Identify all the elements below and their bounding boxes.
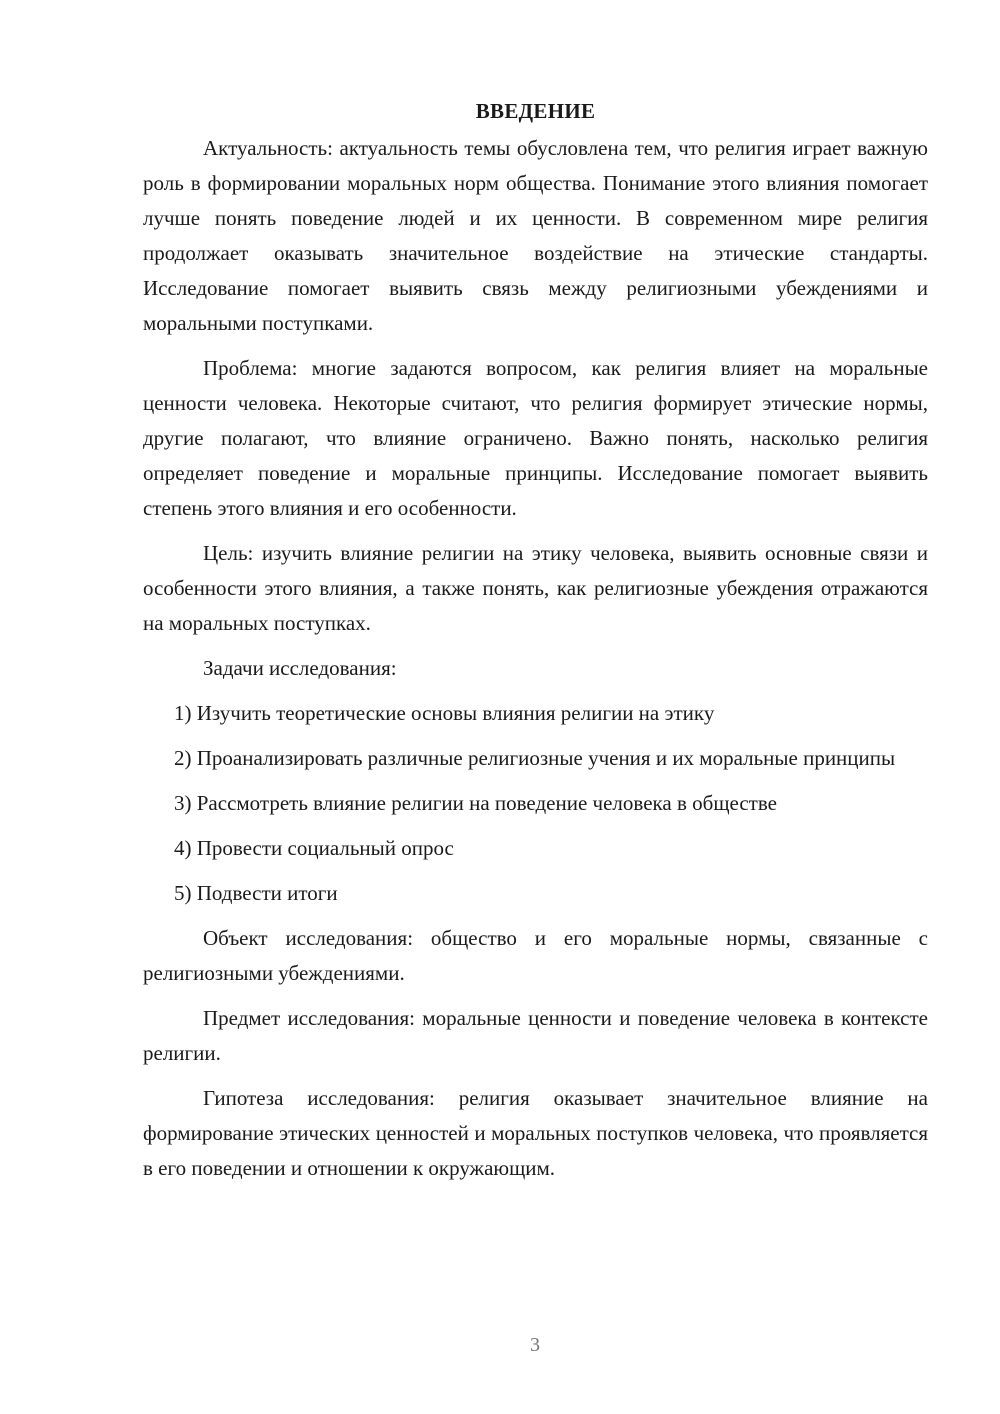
paragraph-relevance: Актуальность: актуальность темы обусловлена тем, что религия играет важную роль в формировании моральных норм общества. Понимание этого влияния помогает лучше понять поведение людей и их ценности. В современном мире религия продолжает оказывать значительное воздействие на этические стандарты. Исследование помогает выявить связь между религиозными убеждениями и моральными поступками. bbox=[143, 136, 928, 335]
task-item-1: 1) Изучить теоретические основы влияния религии на этику bbox=[174, 701, 715, 725]
task-item-4: 4) Провести социальный опрос bbox=[174, 836, 454, 860]
task-item-5: 5) Подвести итоги bbox=[174, 881, 338, 905]
task-item-3: 3) Рассмотреть влияние религии на поведение человека в обществе bbox=[174, 791, 777, 815]
section-title: ВВЕДЕНИЕ bbox=[475, 99, 596, 123]
paragraph-goal: Цель: изучить влияние религии на этику человека, выявить основные связи и особенности этого влияния, а также понять, как религиозные убеждения отражаются на моральных поступках. bbox=[143, 541, 928, 635]
task-item-2: 2) Проанализировать различные религиозные учения и их моральные принципы bbox=[174, 746, 896, 770]
tasks-heading: Задачи исследования: bbox=[203, 656, 397, 680]
paragraph-subject: Предмет исследования: моральные ценности и поведение человека в контексте религии. bbox=[143, 1006, 928, 1065]
paragraph-object: Объект исследования: общество и его моральные нормы, связанные с религиозными убеждениями. bbox=[143, 926, 928, 985]
paragraph-hypothesis: Гипотеза исследования: религия оказывает значительное влияние на формирование этических ценностей и моральных поступков человека, что проявляется в его поведении и отношении к окружающим. bbox=[143, 1086, 928, 1180]
document-page bbox=[143, 95, 928, 1196]
paragraph-problem: Проблема: многие задаются вопросом, как религия влияет на моральные ценности человека. Некоторые считают, что религия формирует этические нормы, другие полагают, что влияние ограничено. Важно понять, насколько религия определяет поведение и моральные принципы. Исследование помогает выявить степень этого влияния и его особенности. bbox=[143, 356, 928, 520]
page-number: 3 bbox=[530, 1334, 540, 1356]
